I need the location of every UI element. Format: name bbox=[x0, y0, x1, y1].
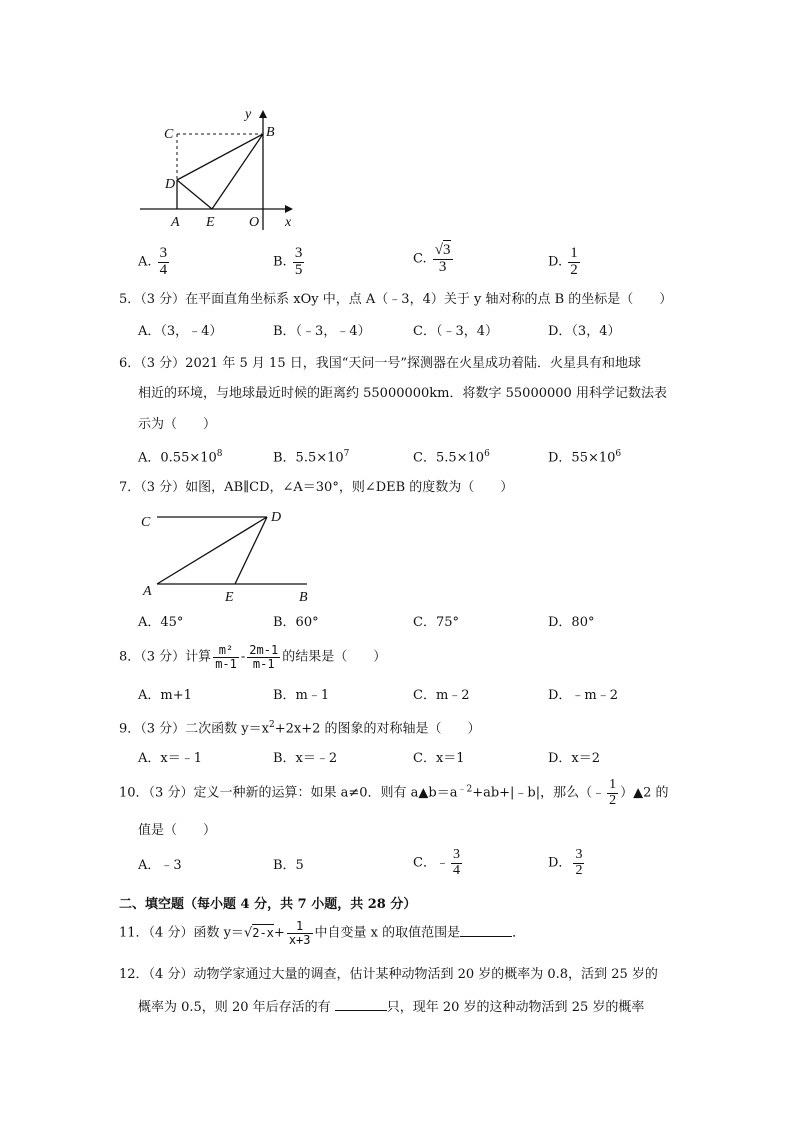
q10-post: ）▲2 的 bbox=[620, 785, 669, 801]
q4-c-den: 3 bbox=[438, 258, 447, 275]
q8-f1-num: m² bbox=[213, 644, 239, 658]
option-letter: B. bbox=[273, 254, 287, 270]
segment-eb bbox=[212, 134, 263, 209]
q6-option-c bbox=[413, 449, 490, 466]
q9-exp: 2 bbox=[268, 720, 275, 730]
q8-f2-num: 2m-1 bbox=[249, 643, 279, 657]
q5-option-b: B．（﹣3，﹣4） bbox=[273, 324, 371, 339]
q4-d-num: 1 bbox=[570, 245, 578, 261]
q9-pre: 9．（3 分）二次函数 y＝x bbox=[119, 721, 269, 737]
y-axis-arrow bbox=[259, 110, 267, 118]
q8-option-d: D．﹣m﹣2 bbox=[548, 688, 619, 703]
q8-minus: - bbox=[240, 649, 246, 665]
q5-option-c: C．（﹣3，4） bbox=[413, 324, 498, 339]
q6-line-2: 相近的环境，与地球最近时候的距离约 55000000km．将数字 55000000 用科学记数法表 bbox=[138, 386, 667, 401]
q8-f1-den: m-1 bbox=[215, 656, 237, 671]
q6-a-exp: 8 bbox=[216, 449, 223, 459]
q8-f2-den: m-1 bbox=[252, 656, 275, 671]
option-letter: A. bbox=[138, 254, 152, 270]
q11-end: ． bbox=[512, 925, 526, 941]
q6-b-exp: 7 bbox=[343, 449, 350, 459]
q6-option-a bbox=[138, 449, 223, 466]
q9-option-b: B．x＝﹣2 bbox=[273, 751, 338, 766]
label-a: A bbox=[171, 215, 180, 230]
q9-stem bbox=[119, 720, 481, 737]
label-a: A bbox=[143, 584, 152, 599]
x-axis-arrow bbox=[285, 205, 293, 213]
q4-b-den: 5 bbox=[294, 261, 303, 278]
q10-c-num: 3 bbox=[452, 847, 460, 862]
q8-stem bbox=[119, 644, 386, 670]
q10-c-pre: C．﹣ bbox=[413, 855, 449, 871]
label-o: O bbox=[249, 215, 260, 230]
q11-sqrt: 2-x bbox=[252, 925, 274, 940]
segment-db bbox=[177, 134, 263, 180]
q7-stem: 7．（3 分）如图，AB∥CD，∠A＝30°，则∠DEB 的度数为（ ） bbox=[119, 480, 514, 495]
q8-post: 的结果是（ ） bbox=[282, 649, 387, 665]
q9-option-a: A．x＝﹣1 bbox=[138, 751, 202, 766]
answer-blank[interactable] bbox=[335, 998, 387, 1011]
q10-exp: ﹣2 bbox=[457, 784, 473, 795]
q9-option-c: C．x＝1 bbox=[413, 751, 465, 766]
section-2-heading: 二、填空题（每小题 4 分，共 7 小题，共 28 分） bbox=[119, 897, 417, 912]
q4-a-den: 4 bbox=[159, 261, 168, 278]
option-letter: C. bbox=[413, 251, 427, 267]
q4-option-b bbox=[273, 246, 306, 279]
q4-c-num: 3 bbox=[443, 242, 451, 258]
q10-mid: +ab+|﹣b|，那么（﹣ bbox=[472, 785, 606, 801]
q12-post: 只，现年 20 岁的这种动物活到 25 岁的概率 bbox=[386, 1000, 645, 1015]
q11-f-num: 1 bbox=[287, 920, 313, 934]
q8-option-c: C．m﹣2 bbox=[413, 688, 470, 703]
q9-option-d: D．x＝2 bbox=[548, 751, 601, 766]
label-x: x bbox=[285, 215, 292, 230]
q6-line-3: 示为（ ） bbox=[138, 417, 217, 432]
q10-f-num: 1 bbox=[609, 777, 617, 792]
q10-option-b: B．5 bbox=[273, 858, 304, 873]
q11-f-den: x+3 bbox=[288, 932, 311, 947]
q10-pre: 10．（3 分）定义一种新的运算：如果 a≠0．则有 a▲b＝a bbox=[119, 785, 458, 801]
q7-figure bbox=[135, 505, 325, 605]
q7-option-a: A．45° bbox=[138, 615, 184, 630]
q11-stem bbox=[119, 920, 525, 946]
q6-c-text: C．5.5×10 bbox=[413, 450, 485, 466]
q10-option-c bbox=[413, 848, 464, 878]
label-y: y bbox=[245, 107, 252, 122]
q6-line-1: 6．（3 分）2021 年 5 月 15 日，我国“天问一号”探测器在火星成功着陆．火星具有和地球 bbox=[119, 356, 642, 371]
q11-pre: 11．（4 分）函数 y＝ bbox=[119, 925, 244, 941]
q7-option-d: D．80° bbox=[548, 615, 595, 630]
q5-option-a: A．（3，﹣4） bbox=[138, 324, 223, 339]
q6-d-exp: 6 bbox=[615, 449, 622, 459]
q11-plus: + bbox=[273, 925, 285, 941]
q10-d-num: 3 bbox=[575, 847, 583, 862]
q10-line-1 bbox=[119, 778, 669, 808]
q7-option-c: C．75° bbox=[413, 615, 459, 630]
q6-option-b bbox=[273, 449, 349, 466]
label-b: B bbox=[299, 590, 308, 605]
label-e: E bbox=[225, 590, 234, 605]
option-letter: D. bbox=[548, 254, 563, 270]
segment-de bbox=[177, 180, 212, 209]
q8-option-a: A．m+1 bbox=[138, 688, 192, 703]
q10-option-d bbox=[548, 848, 586, 878]
sqrt-icon: √ bbox=[243, 925, 253, 941]
q6-option-d bbox=[548, 449, 621, 466]
q4-option-c bbox=[413, 243, 455, 276]
label-d: D bbox=[165, 177, 176, 192]
label-d: D bbox=[271, 510, 282, 525]
q9-post: +2x+2 的图象的对称轴是（ ） bbox=[274, 721, 481, 737]
q12-pre: 概率为 0.5，则 20 年后存活的有 bbox=[138, 1000, 335, 1015]
q6-c-exp: 6 bbox=[484, 449, 490, 459]
q11-post: 中自变量 x 的取值范围是 bbox=[314, 925, 461, 941]
q5-stem: 5．（3 分）在平面直角坐标系 xOy 中，点 A（﹣3，4）关于 y 轴对称的点 B 的坐标是（ ） bbox=[119, 292, 673, 307]
q12-line-2 bbox=[138, 998, 644, 1016]
answer-blank[interactable] bbox=[460, 924, 512, 937]
q4-b-num: 3 bbox=[294, 245, 303, 261]
q6-b-text: B．5.5×10 bbox=[273, 450, 344, 466]
label-b: B bbox=[266, 125, 275, 140]
label-e: E bbox=[206, 215, 215, 230]
q4-a-num: 3 bbox=[159, 245, 168, 261]
sqrt-icon: √ bbox=[434, 242, 443, 258]
q10-f-den: 2 bbox=[609, 792, 617, 808]
label-c: C bbox=[164, 127, 174, 142]
q4-option-a bbox=[138, 246, 171, 279]
q10-line-2: 值是（ ） bbox=[138, 823, 217, 838]
q4-figure bbox=[135, 100, 315, 235]
q7-option-b: B．60° bbox=[273, 615, 319, 630]
q10-c-den: 4 bbox=[452, 862, 460, 878]
q6-d-text: D．55×10 bbox=[548, 450, 616, 466]
q4-option-d bbox=[548, 246, 582, 279]
q6-a-text: A．0.55×10 bbox=[138, 450, 217, 466]
q12-line-1: 12．（4 分）动物学家通过大量的调查，估计某种动物活到 20 岁的概率为 0.8，活到 25 岁的 bbox=[119, 967, 658, 982]
q10-d-pre: D． bbox=[548, 855, 572, 871]
q8-pre: 8．（3 分）计算 bbox=[119, 649, 212, 665]
q8-option-b: B．m﹣1 bbox=[273, 688, 330, 703]
q10-option-a: A．﹣3 bbox=[138, 858, 182, 873]
q5-option-d: D．（3，4） bbox=[548, 324, 621, 339]
label-c: C bbox=[141, 515, 151, 530]
q10-d-den: 2 bbox=[575, 862, 583, 878]
q4-d-den: 2 bbox=[570, 261, 578, 278]
